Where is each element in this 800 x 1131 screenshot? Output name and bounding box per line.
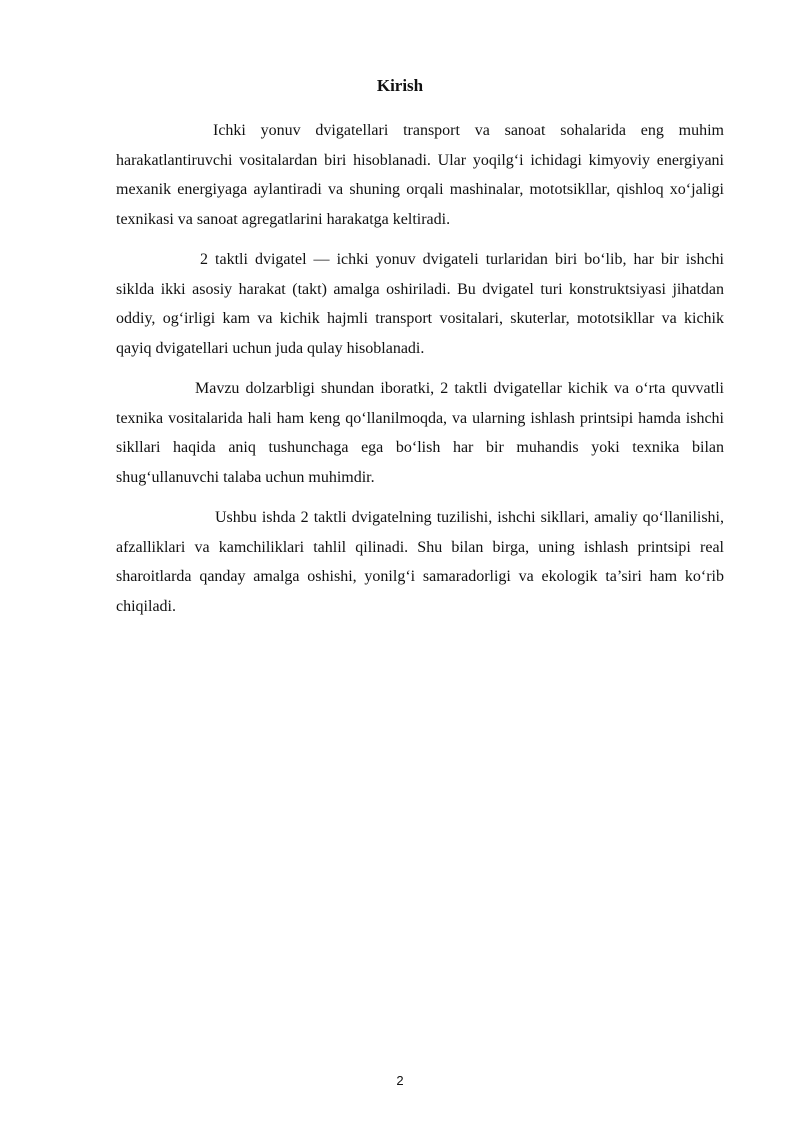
page-title: Kirish <box>376 76 424 95</box>
paragraph-intro: Ichki yonuv dvigatellari transport va sanoat sohalarida eng muhim harakatlantiruvchi vositalardan biri hisoblanadi. Ular yoqilg‘i ichidagi kimyoviy energiyani mexanik energiyaga aylantiradi va shuning orqali mashinalar, mototsikllar, qishloq xo‘jaligi texnikasi va sanoat agregatlarini harakatga keltiradi. <box>116 122 724 228</box>
paragraph-two-stroke-definition: 2 taktli dvigatel — ichki yonuv dvigateli turlaridan biri bo‘lib, har bir ishchi siklda ikki asosiy harakat (takt) amalga oshiriladi. Bu dvigatel turi konstruktsiyasi jihatdan oddiy, og‘irligi kam va kichik hajmli transport vositalari, skuterlar, mototsikllar va kichik qayiq dvigatellari uchun juda qulay hisoblanadi. <box>116 251 724 357</box>
document-body <box>116 116 724 632</box>
page-number: 2 <box>396 1073 404 1088</box>
paragraph-scope: Ushbu ishda 2 taktli dvigatelning tuzilishi, ishchi sikllari, amaliy qo‘llanilishi, afzalliklari va kamchiliklari tahlil qilinadi. Shu bilan birga, uning ishlash printsipi real sharoitlarda qanday amalga oshishi, yonilg‘i samaradorligi va ekologik ta’siri ham ko‘rib chiqiladi. <box>116 509 724 615</box>
paragraph-relevance: Mavzu dolzarbligi shundan iboratki, 2 taktli dvigatellar kichik va o‘rta quvvatli texnika vositalarida hali ham keng qo‘llanilmoqda, va ularning ishlash printsipi hamda ishchi sikllari haqida aniq tushunchaga ega bo‘lish har bir muhandis yoki texnika bilan shug‘ullanuvchi talaba uchun muhimdir. <box>116 380 724 486</box>
